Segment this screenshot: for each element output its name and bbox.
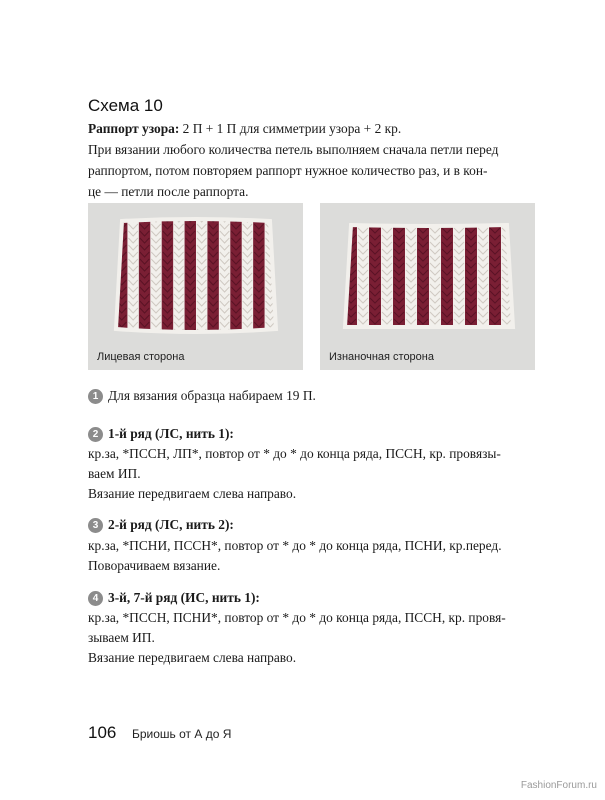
intro-line-3: це — петли после раппорта.: [88, 184, 249, 199]
step-4-line-3: Вязание передвигаем слева направо.: [88, 650, 297, 665]
photo-front-side: [88, 203, 303, 370]
knit-swatch-back-image: [320, 203, 535, 370]
step-2-line-1: кр.за, *ПССН, ЛП*, повтор от * до * до конца ряда, ПССН, кр. провязы-: [88, 446, 501, 461]
step-3-heading-text: 2-й ряд (ЛС, нить 2):: [108, 517, 234, 532]
photo-caption-front: Лицевая сторона: [97, 351, 185, 363]
photo-caption-back: Изнаночная сторона: [329, 351, 434, 363]
step-2-heading-text: 1-й ряд (ЛС, нить 1):: [108, 426, 234, 441]
step-4-line-2: зываем ИП.: [88, 630, 155, 645]
scheme-title: Схема 10: [88, 96, 163, 115]
step-1: [88, 388, 548, 404]
step-number-badge: 2: [88, 427, 103, 442]
rapport-text: 2 П + 1 П для симметрии узора + 2 кр.: [179, 121, 402, 136]
step-4-heading: [88, 590, 260, 606]
step-2-line-3: Вязание передвигаем слева направо.: [88, 486, 297, 501]
step-number-badge: 1: [88, 389, 103, 404]
photo-wrong-side: [320, 203, 535, 370]
site-watermark: FashionForum.ru: [520, 780, 597, 791]
step-3-heading: [88, 517, 234, 533]
step-1-text: Для вязания образца набираем 19 П.: [108, 388, 316, 403]
rapport-label: Раппорт узора:: [88, 121, 180, 136]
step-number-badge: 3: [88, 518, 103, 533]
step-2-heading: [88, 426, 234, 442]
intro-line-2: раппортом, потом повторяем раппорт нужное количество раз, и в кон-: [88, 163, 488, 178]
step-number-badge: 4: [88, 591, 103, 606]
intro-line-1: При вязании любого количества петель выполняем сначала петли перед: [88, 142, 499, 157]
knit-swatch-front-image: [88, 203, 303, 370]
step-4-heading-text: 3-й, 7-й ряд (ИС, нить 1):: [108, 590, 260, 605]
book-title: Бриошь от А до Я: [132, 727, 232, 741]
page-number: 106: [88, 723, 117, 742]
step-3-line-2: Поворачиваем вязание.: [88, 558, 221, 573]
rapport-line: [88, 118, 538, 139]
step-2-line-2: ваем ИП.: [88, 466, 141, 481]
step-3-line-1: кр.за, *ПСНИ, ПССН*, повтор от * до * до конца ряда, ПСНИ, кр.перед.: [88, 538, 502, 553]
step-4-line-1: кр.за, *ПССН, ПСНИ*, повтор от * до * до конца ряда, ПССН, кр. провя-: [88, 610, 506, 625]
